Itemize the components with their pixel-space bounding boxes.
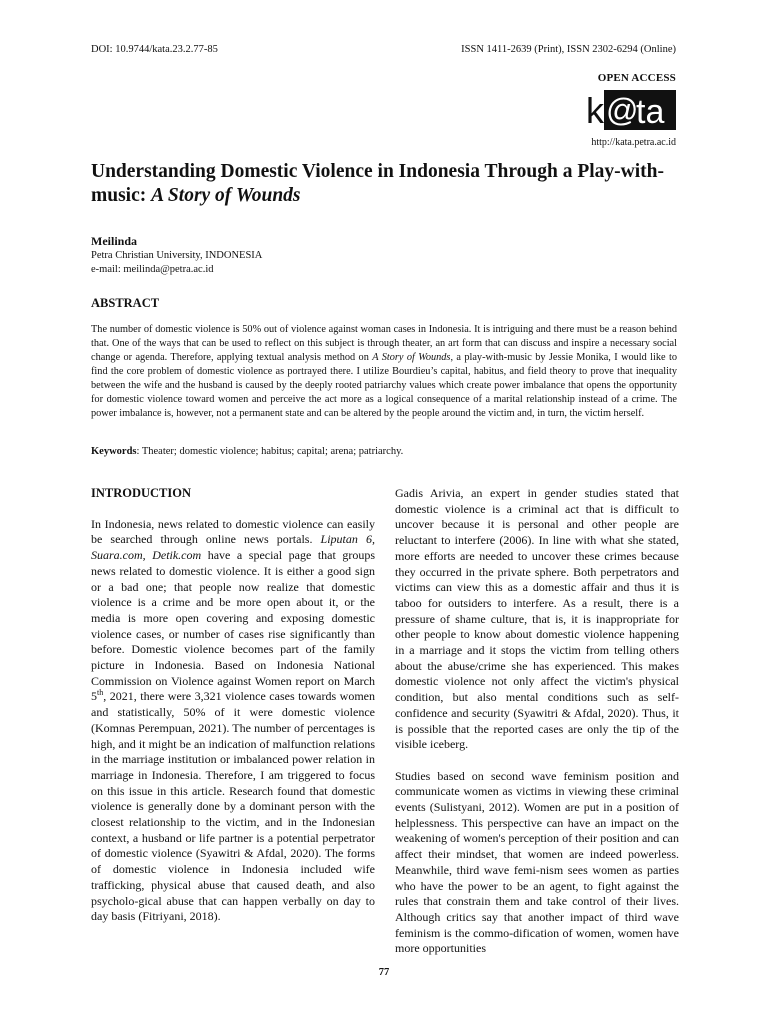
abstract-play-title: A Story of Wounds bbox=[372, 352, 451, 364]
svg-text:k: k bbox=[586, 90, 604, 130]
svg-text:ta: ta bbox=[636, 93, 665, 130]
intro-paragraph-1 bbox=[91, 517, 375, 925]
abstract-text bbox=[91, 323, 677, 421]
journal-logo-block bbox=[556, 72, 676, 148]
doi-label[interactable]: DOI: 10.9744/kata.23.2.77-85 bbox=[91, 44, 218, 55]
news-portals: Liputan 6, Suara.com, Detik.com bbox=[91, 532, 375, 563]
intro-paragraph-3: Studies based on second wave feminism position and communicate women as victims in viewing these criminal events (Sulistyani, 2012). Women are put in a position of helplessness. This perspective can have an impact on the weakening of women's perception of their position and can affect their mindset, that women are indeed powerless. Meanwhile, third wave femi-nism sees women as parties who have the power to be an agent, to fight against the rules that constrain them and take control of their lives. Although critics say that another impact of third wave feminism is the commo-dification of women, women have more opportunities bbox=[395, 768, 679, 956]
abstract-text-part: The number of domestic violence is 50% out of violence against woman cases in Indonesia. It is intriguing and there must be a reason behind that. One of the ways that can be used to reflect on this subject is through theater, an art form that can discuss and inspire a necessary social change or agenda. Therefore, applying textual analysis method on bbox=[91, 324, 677, 364]
journal-url[interactable]: http://kata.petra.ac.id bbox=[591, 137, 676, 148]
kata-logo bbox=[584, 90, 676, 135]
author-name: Meilinda bbox=[91, 234, 138, 248]
abstract-heading: ABSTRACT bbox=[91, 296, 160, 310]
title-main: Understanding Domestic Violence in Indonesia Through a Play-with-music: bbox=[91, 161, 664, 206]
paragraph-text: , 2021, there were 3,321 violence cases towards women and statistically, 50% of it were domestic violence (Komnas Perempuan, 2021). The number of percentages is high, and it might be an indication of malfunction relations in the marriage institution or imbalanced power relation in marriage in Indonesia. Therefore, I am triggered to focus on this issue in this article. Research found that domestic violence is generally done by a dominant person with the closest relationship to the victim, and in the Indonesian context, a husband or life partner is a potential perpetrator of domestic violence (Syawitri & Afdal, 2020). The forms of domestic violence in Indonesia included wife trafficking, physical abuse that caused death, and also psycholo-gical abuse that can happen verbally on day to day basis (Fitriyani, 2018). bbox=[91, 689, 375, 924]
intro-paragraph-2: Gadis Arivia, an expert in gender studies stated that domestic violence is a criminal act that is difficult to uncover because it is personal and other people are reluctant to interfere (2006). In line with what she stated, more efforts are needed to uncover these crimes because they occurred in the private sphere. Both perpetrators and victims can view this as a domestic affair and thus it is taboo for outsiders to interfere. As a result, there is a pressure of shame culture, that is, it is inappropriate for other people to know about domestic violence happening in a marriage and it stops the victim from telling others about the abuse/crime she has experienced. This makes domestic violence not only affect the victim's physical condition, but also mental conditions such as self-confidence and security (Syawitri & Afdal, 2020). Thus, it is possible that the reported cases are only the tip of the visible iceberg. bbox=[395, 486, 679, 752]
issn-label: ISSN 1411-2639 (Print), ISSN 2302-6294 (Online) bbox=[461, 44, 676, 55]
open-access-label: OPEN ACCESS bbox=[597, 72, 676, 84]
kata-logo-icon bbox=[584, 90, 676, 130]
paragraph-text: have a special page that groups news related to domestic violence. It is either a good sign or a bad one; that people now realize that domestic violence is a crime and be more open about it, or the media is more open covering and exposing domestic violence cases, or number of cases rise significantly than before. Domestic violence becomes part of the family picture in Indonesia. Based on Indonesia National Commission on Violence against Women report on March 5 bbox=[91, 548, 376, 704]
paragraph-text: In Indonesia, news related to domestic violence can easily be searched through online news portals. bbox=[91, 516, 375, 547]
keywords-label: Keywords bbox=[91, 446, 137, 457]
abstract-text-part: , a play-with-music by Jessie Monika, I would like to find the core problem of domestic violence as portrayed there. I utilize Bourdieu’s capital, habitus, and field theory to prove that inequality between the wife and the husband is caused by the deeply rooted patriarchy values which create power imbalance that opens the opportunity for domestic violence toward women and perceive the act more as a logical consequence of a marital relationship instead of a crime. The power imbalance is, however, not a permanent state and can be altered by the people around the victim and, in turn, the victim herself. bbox=[91, 352, 678, 420]
title-italic: A Story of Wounds bbox=[151, 185, 301, 206]
article-title bbox=[91, 160, 681, 208]
svg-text:@: @ bbox=[606, 92, 639, 128]
left-column bbox=[91, 486, 375, 941]
page-number: 77 bbox=[378, 967, 390, 978]
author-email[interactable]: e-mail: meilinda@petra.ac.id bbox=[91, 264, 214, 275]
author-affiliation: Petra Christian University, INDONESIA bbox=[91, 250, 263, 261]
keywords-line bbox=[91, 446, 403, 457]
introduction-heading: INTRODUCTION bbox=[91, 486, 192, 500]
keywords-list: : Theater; domestic violence; habitus; capital; arena; patriarchy. bbox=[136, 446, 404, 457]
author-affiliation-block bbox=[91, 249, 262, 277]
right-column bbox=[395, 486, 679, 973]
superscript: th bbox=[97, 688, 104, 698]
